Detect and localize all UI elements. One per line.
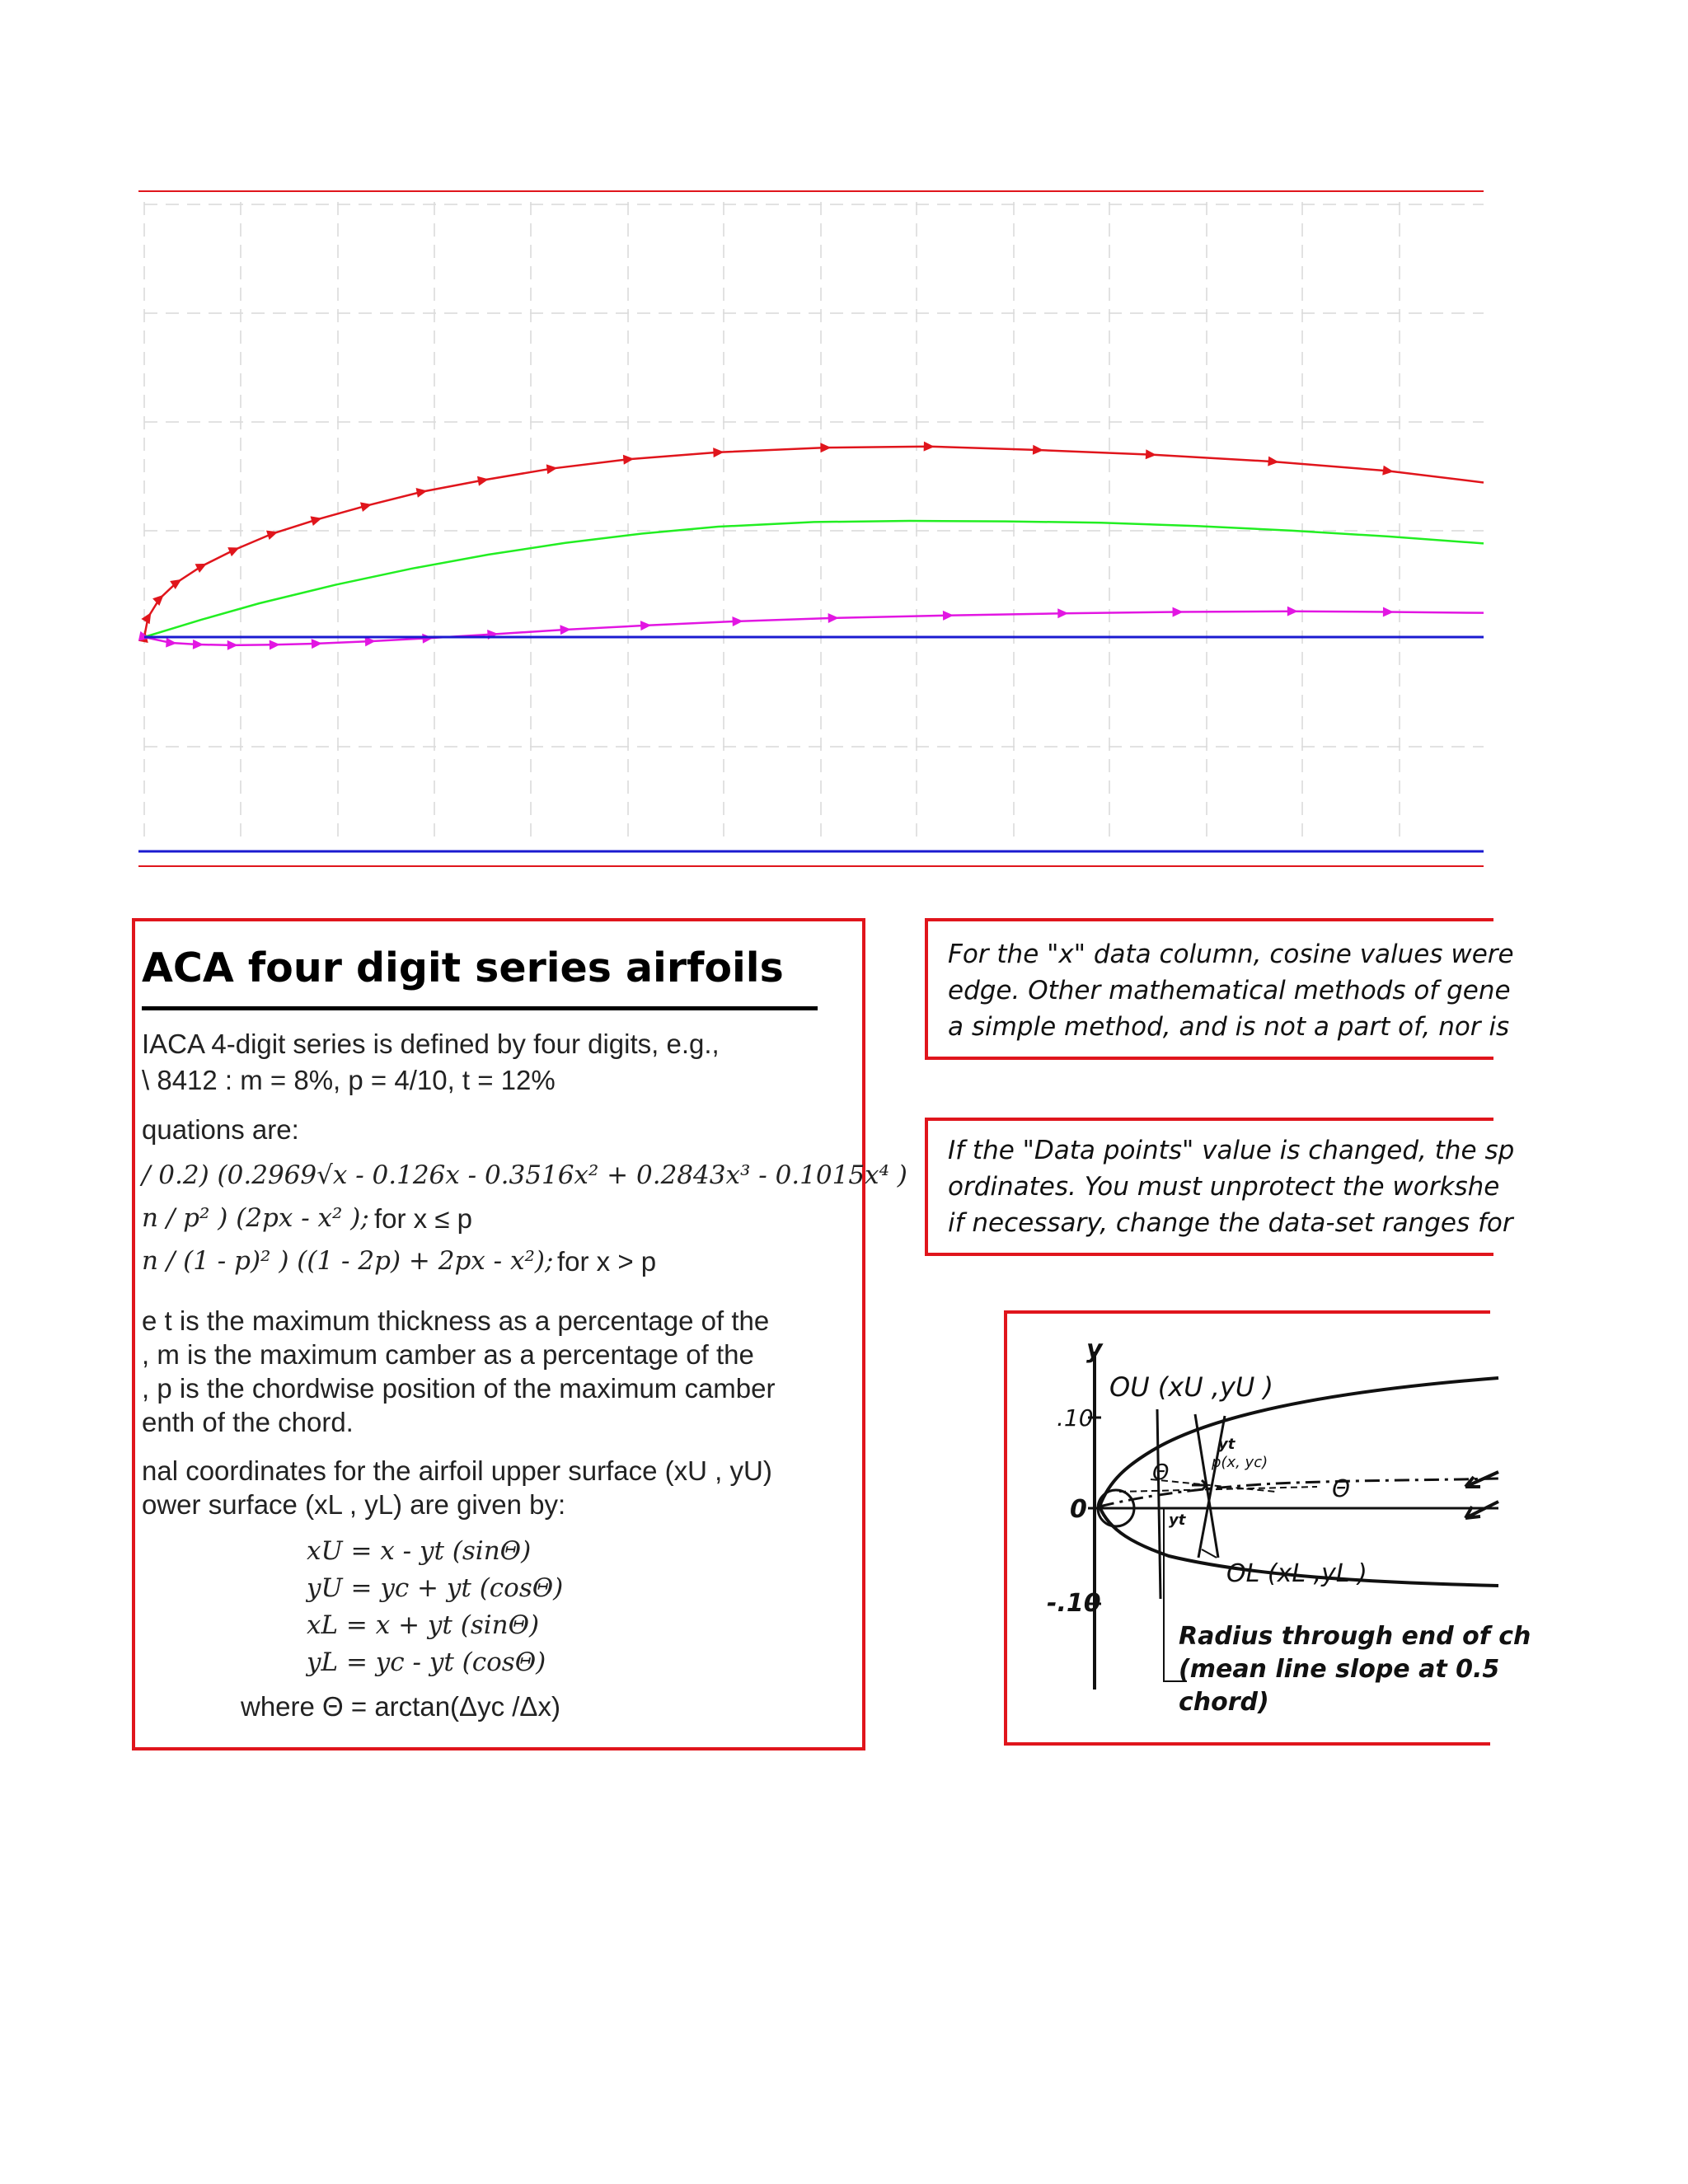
lower-surface-point-marker	[640, 621, 652, 631]
title-underline	[142, 1006, 818, 1010]
diagram-radius-note-1: Radius through end of ch	[1179, 1622, 1531, 1651]
lower-surface-point-marker	[560, 625, 571, 635]
lower-surface-line	[144, 612, 1484, 645]
upper-surface-point-marker	[1268, 457, 1279, 467]
diagram-radius-note-2: (mean line slope at 0.5	[1179, 1655, 1500, 1684]
chart-series	[138, 442, 1484, 650]
note-1-line-2: edge. Other mathematical methods of gene	[948, 976, 1511, 1005]
equations-heading: quations are:	[142, 1114, 299, 1145]
description-line-3: , p is the chordwise position of the maximum camber	[142, 1373, 776, 1404]
equation-camber-back: n / (1 - p)² ) ((1 - 2p) + 2px - x²);	[142, 1246, 554, 1276]
upper-surface-point-marker	[141, 610, 155, 624]
note-box-data-points	[925, 1118, 1515, 1256]
formula-yu: yU = yc + yt (cosΘ)	[307, 1573, 564, 1603]
lower-surface-point-marker	[1173, 607, 1184, 617]
diagram-tick-top: .10	[1057, 1404, 1094, 1432]
upper-surface-point-marker	[266, 527, 279, 540]
upper-surface-point-marker	[311, 513, 324, 526]
upper-surface-point-marker	[1382, 466, 1394, 476]
diagram-upper-point-label: OU (xU ,yU )	[1109, 1371, 1273, 1403]
lower-surface-point-marker	[943, 611, 954, 621]
upper-surface-point-marker	[1146, 449, 1157, 460]
lower-surface-point-marker	[1057, 608, 1068, 618]
note-2-line-2: ordinates. You must unprotect the workshe	[948, 1172, 1500, 1202]
lower-surface-point-marker	[732, 616, 743, 626]
equation-thickness: / 0.2) (0.2969√x - 0.126x - 0.3516x² + 0.2843x³ - 0.1015x⁴ )	[142, 1160, 907, 1190]
upper-surface-point-marker	[924, 442, 935, 452]
lower-surface-point-marker	[1383, 607, 1394, 616]
upper-surface-point-marker	[1033, 445, 1043, 456]
formula-yl: yL = yc - yt (cosΘ)	[307, 1647, 546, 1677]
coordinates-line-1: nal coordinates for the airfoil upper surface (xU , yU)	[142, 1455, 772, 1486]
upper-surface-point-marker	[195, 559, 209, 573]
intro-line-1: IACA 4-digit series is defined by four digits, e.g.,	[142, 1029, 720, 1059]
upper-surface-point-marker	[623, 454, 635, 465]
coordinates-line-2: ower surface (xL , yL) are given by:	[142, 1489, 566, 1520]
naca-title: ACA four digit series airfoils	[142, 944, 784, 991]
equation-camber-back-cond: for x > p	[557, 1246, 657, 1277]
note-2-line-1: If the "Data points" value is changed, the sp	[948, 1136, 1515, 1165]
airfoil-geometry-diagram	[1004, 1310, 1531, 1746]
naca-info-box	[132, 918, 907, 1750]
diagram-yt-top-label: yt	[1218, 1436, 1236, 1453]
upper-surface-point-marker	[360, 499, 373, 512]
lower-surface-point-marker	[166, 638, 177, 649]
diagram-lower-point-label: OL (xL ,yL )	[1226, 1559, 1367, 1588]
lower-surface-point-marker	[1287, 607, 1298, 616]
note-2-line-3: if necessary, change the data-set ranges for	[948, 1208, 1513, 1238]
lower-surface-point-marker	[828, 613, 839, 623]
description-line-1: e t is the maximum thickness as a percentage of the	[142, 1305, 770, 1336]
diagram-tick-zero: 0	[1070, 1495, 1087, 1524]
equation-camber-front-cond: for x ≤ p	[374, 1203, 472, 1234]
upper-surface-point-marker	[820, 443, 831, 452]
note-box-x-column	[925, 918, 1514, 1060]
upper-surface-line	[144, 447, 1484, 637]
description-line-2: , m is the maximum camber as a percentage of the	[142, 1339, 754, 1370]
formula-xl: xL = x + yt (sinΘ)	[307, 1610, 540, 1640]
note-1-line-1: For the "x" data column, cosine values were	[948, 940, 1514, 969]
diagram-yt-mid-label: yt	[1169, 1511, 1186, 1529]
lower-surface-point-marker	[312, 639, 323, 649]
formula-theta: where Θ = arctan(Δyc /Δx)	[241, 1691, 560, 1722]
intro-line-2: \ 8412 : m = 8%, p = 4/10, t = 12%	[142, 1065, 556, 1095]
note-1-line-3: a simple method, and is not a part of, nor is	[948, 1012, 1510, 1042]
lower-surface-point-marker	[270, 640, 280, 649]
airfoil-chart	[0, 0, 1688, 890]
lower-surface-point-marker	[227, 640, 238, 650]
diagram-radius-note-3: chord)	[1179, 1688, 1269, 1717]
lower-surface-point-marker	[193, 640, 204, 649]
description-line-4: enth of the chord.	[142, 1407, 354, 1437]
formula-xu: xU = x - yt (sinΘ)	[307, 1536, 532, 1566]
upper-surface-point-marker	[227, 543, 241, 556]
diagram-theta-left: Θ	[1152, 1460, 1170, 1485]
diagram-y-label: y	[1086, 1335, 1103, 1364]
diagram-mean-point-label: p(x, yc)	[1212, 1454, 1268, 1471]
diagram-theta-right: Θ	[1332, 1475, 1351, 1502]
upper-surface-point-marker	[713, 448, 724, 458]
diagram-tick-bottom: -.10	[1047, 1589, 1101, 1618]
equation-camber-front: n / p² ) (2px - x² );	[142, 1203, 369, 1233]
upper-surface-point-marker	[546, 463, 558, 474]
